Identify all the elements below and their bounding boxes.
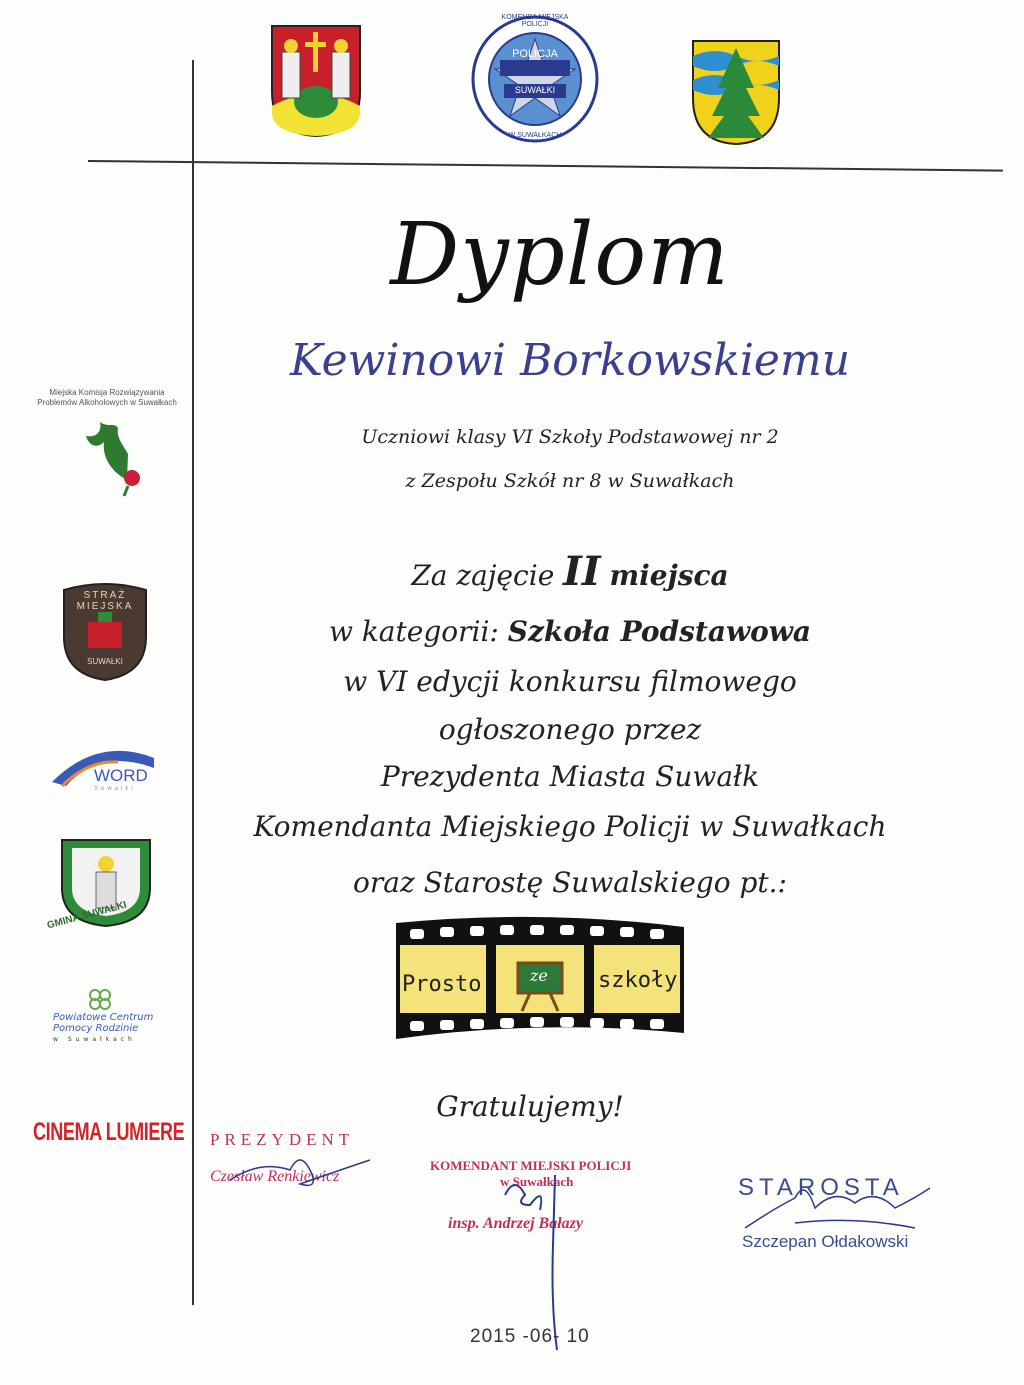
film-word-right: szkoły xyxy=(598,968,678,993)
horizontal-rule xyxy=(88,160,1003,172)
gmina-label: GMINA SUWAŁKI xyxy=(45,899,128,932)
congratulations: Gratulujemy! xyxy=(436,1090,624,1123)
komendant-city: w Suwałkach xyxy=(500,1174,574,1189)
straz-label-3: SUWAŁKI xyxy=(87,657,123,666)
prezydent-role: PREZYDENT xyxy=(210,1130,355,1149)
film-word-middle: ze xyxy=(530,966,548,985)
award-announced-line: ogłoszonego przez xyxy=(438,713,702,746)
award-commander-line: Komendanta Miejskiego Policji w Suwałkach xyxy=(253,810,887,843)
suwalki-city-crest-icon xyxy=(268,22,364,140)
komendant-name: insp. Andrzej Bałazy xyxy=(448,1215,583,1232)
starosta-signature-icon xyxy=(735,1168,935,1248)
award-place-line xyxy=(220,548,920,595)
pcpr-label-3: w Suwałkach xyxy=(53,1036,136,1043)
date-stamp: 2015 -06- 10 xyxy=(470,1326,590,1347)
starosta-name: Szczepan Ołdakowski xyxy=(742,1232,909,1251)
suwalki-county-crest-icon xyxy=(690,38,782,146)
award-place-number: II xyxy=(563,548,601,595)
police-bottom-label: W SUWAŁKACH xyxy=(508,132,562,139)
recipient-name: Kewinowi Borkowskiemu xyxy=(289,335,851,386)
straz-label-1: STRAŻ xyxy=(83,590,127,601)
recipient-school-line: z Zespołu Szkół nr 8 w Suwałkach xyxy=(405,470,735,492)
clover-icon xyxy=(86,986,114,1012)
pcpr-label-1: Powiatowe Centrum xyxy=(53,1012,154,1023)
vertical-rule xyxy=(192,60,194,1305)
word-sub-label: Suwałki xyxy=(94,786,136,792)
film-word-left: Prosto xyxy=(402,972,482,997)
award-category-line xyxy=(220,615,920,648)
pcpr-label xyxy=(53,1012,153,1045)
straz-label xyxy=(60,590,150,612)
cinema-lumiere-logo: CINEMA LUMIERE xyxy=(33,1118,185,1146)
award-place-pre: Za zajęcie xyxy=(411,559,555,592)
award-starosta-line: oraz Starostę Suwalskiego pt.: xyxy=(353,866,787,899)
starosta-role: STAROSTA xyxy=(738,1174,904,1201)
police-badge-label: POLICJA xyxy=(512,48,558,60)
police-top-label: KOMENDA MIEJSKA POLICJI xyxy=(501,14,569,28)
award-category-name: Szkoła Podstawowa xyxy=(507,615,812,648)
komendant-role: KOMENDANT MIEJSKI POLICJI xyxy=(430,1158,632,1173)
award-category-pre: w kategorii: xyxy=(328,615,499,648)
prezydent-signature-icon xyxy=(220,1140,380,1200)
diploma-title: Dyplom xyxy=(390,205,730,305)
word-label: WORD xyxy=(94,766,148,785)
award-president-line: Prezydenta Miasta Suwałk xyxy=(380,760,760,793)
police-badge-icon xyxy=(470,14,600,144)
award-place-post: miejsca xyxy=(609,559,729,592)
prezydent-name: Czesław Renkiewicz xyxy=(210,1168,340,1185)
police-city-label: SUWAŁKI xyxy=(514,85,556,95)
straz-label-2: MIEJSKA xyxy=(76,601,134,612)
award-edition-line: w VI edycji konkursu filmowego xyxy=(343,665,797,698)
pcpr-label-2: Pomocy Rodzinie xyxy=(53,1023,139,1034)
recipient-class-line: Uczniowi klasy VI Szkoły Podstawowej nr 2 xyxy=(361,426,779,448)
commission-logo-icon xyxy=(42,392,172,522)
commission-label: Miejska Komisja Rozwiązywania Problemów Alkoholowych w Suwałkach xyxy=(37,388,177,407)
